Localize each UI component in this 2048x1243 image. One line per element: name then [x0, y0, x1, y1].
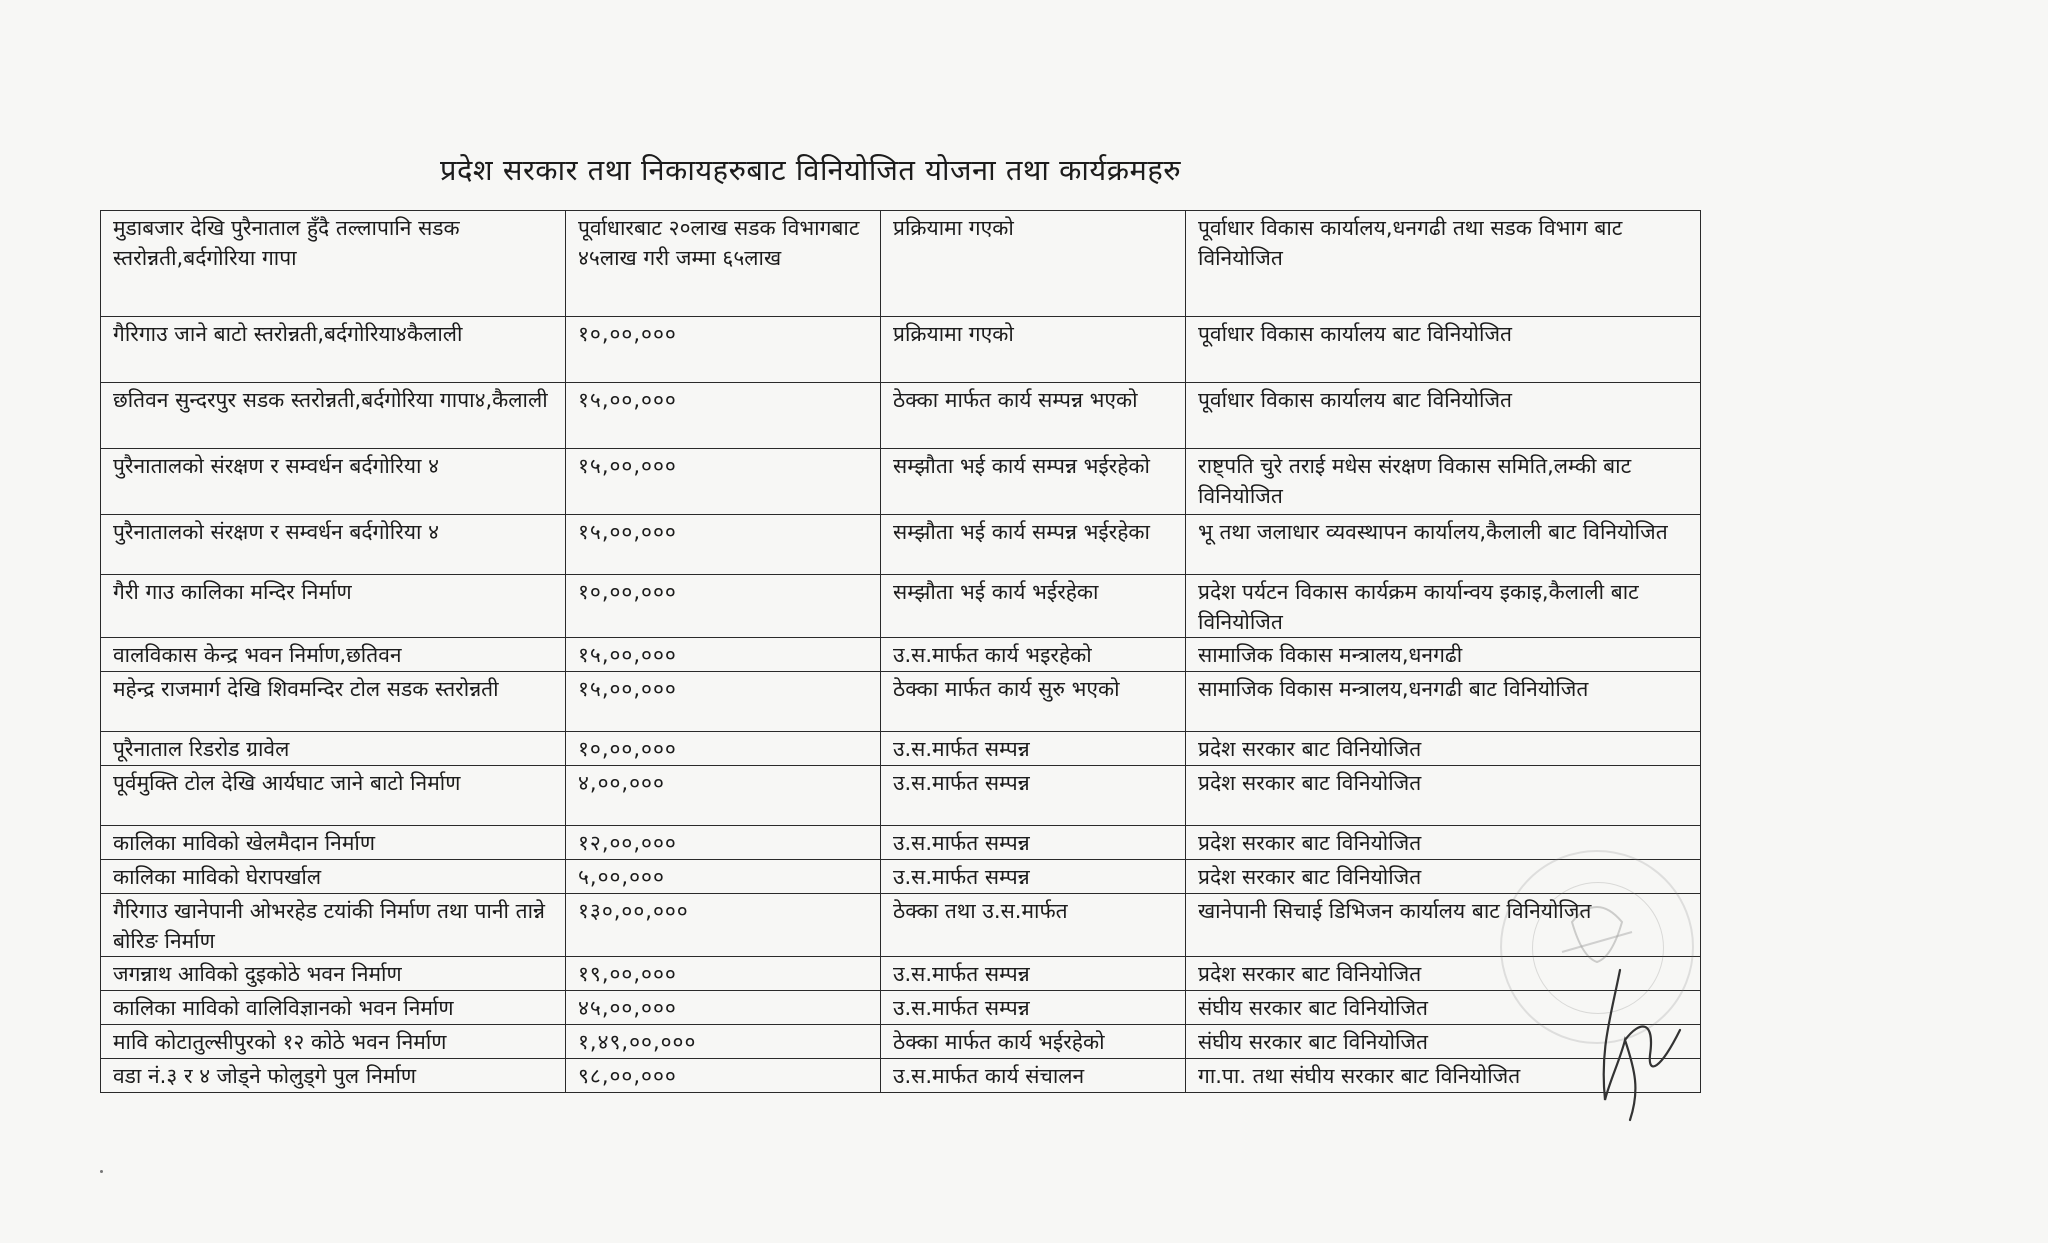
funding-source-cell: प्रदेश सरकार बाट विनियोजित [1186, 732, 1701, 766]
table-row [101, 515, 1701, 575]
amount-cell: १,४९,००,००० [566, 1025, 881, 1059]
funding-source-cell: प्रदेश सरकार बाट विनियोजित [1186, 766, 1701, 826]
project-name-cell: गैरिगाउ खानेपानी ओभरहेड टयांकी निर्माण तथा पानी तान्ने बोरिङ निर्माण [101, 894, 566, 957]
funding-source-cell: पूर्वाधार विकास कार्यालय,धनगढी तथा सडक विभाग बाट विनियोजित [1186, 211, 1701, 317]
amount-cell: पूर्वाधारबाट २०लाख सडक विभागबाट ४५लाख गरी जम्मा ६५लाख [566, 211, 881, 317]
project-name-cell: महेन्द्र राजमार्ग देखि शिवमन्दिर टोल सडक स्तरोन्नती [101, 672, 566, 732]
table-row [101, 317, 1701, 383]
funding-source-cell: संघीय सरकार बाट विनियोजित [1186, 991, 1701, 1025]
amount-cell: १०,००,००० [566, 575, 881, 638]
project-name-cell: गैरी गाउ कालिका मन्दिर निर्माण [101, 575, 566, 638]
funding-source-cell: प्रदेश सरकार बाट विनियोजित [1186, 826, 1701, 860]
table-row [101, 860, 1701, 894]
funding-source-cell: पूर्वाधार विकास कार्यालय बाट विनियोजित [1186, 383, 1701, 449]
table-row [101, 1025, 1701, 1059]
project-name-cell: मावि कोटातुल्सीपुरको १२ कोठे भवन निर्माण [101, 1025, 566, 1059]
project-name-cell: कालिका माविको वालिविज्ञानको भवन निर्माण [101, 991, 566, 1025]
signature-icon [1580, 960, 1690, 1130]
funding-source-cell: राष्ट्पति चुरे तराई मधेस संरक्षण विकास समिति,लम्की बाट विनियोजित [1186, 449, 1701, 515]
status-cell: उ.स.मार्फत सम्पन्न [881, 732, 1186, 766]
status-cell: उ.स.मार्फत सम्पन्न [881, 991, 1186, 1025]
amount-cell: १५,००,००० [566, 515, 881, 575]
amount-cell: ४५,००,००० [566, 991, 881, 1025]
project-name-cell: छतिवन सुन्दरपुर सडक स्तरोन्नती,बर्दगोरिया गापा४,कैलाली [101, 383, 566, 449]
project-name-cell: वडा नं.३ र ४ जोड्ने फोलुड्गे पुल निर्माण [101, 1059, 566, 1093]
table-row [101, 638, 1701, 672]
project-name-cell: पुरैनातालको संरक्षण र सम्वर्धन बर्दगोरिया ४ [101, 515, 566, 575]
status-cell: सम्झौता भई कार्य सम्पन्न भईरहेको [881, 449, 1186, 515]
project-name-cell: कालिका माविको खेलमैदान निर्माण [101, 826, 566, 860]
table-row [101, 894, 1701, 957]
table-row [101, 1059, 1701, 1093]
funding-source-cell: सामाजिक विकास मन्त्रालय,धनगढी बाट विनियोजित [1186, 672, 1701, 732]
table-row [101, 575, 1701, 638]
amount-cell: १२,००,००० [566, 826, 881, 860]
amount-cell: १५,००,००० [566, 672, 881, 732]
amount-cell: १५,००,००० [566, 383, 881, 449]
project-name-cell: जगन्नाथ आविको दुइकोठे भवन निर्माण [101, 957, 566, 991]
funding-source-cell: प्रदेश सरकार बाट विनियोजित [1186, 860, 1701, 894]
project-name-cell: पूरैनाताल रिडरोड ग्रावेल [101, 732, 566, 766]
funding-source-cell: प्रदेश सरकार बाट विनियोजित [1186, 957, 1701, 991]
status-cell: उ.स.मार्फत कार्य संचालन [881, 1059, 1186, 1093]
amount-cell: ४,००,००० [566, 766, 881, 826]
funding-source-cell: खानेपानी सिचाई डिभिजन कार्यालय बाट विनियोजित [1186, 894, 1701, 957]
funding-source-cell: सामाजिक विकास मन्त्रालय,धनगढी [1186, 638, 1701, 672]
table-row [101, 766, 1701, 826]
funding-source-cell: भू तथा जलाधार व्यवस्थापन कार्यालय,कैलाली बाट विनियोजित [1186, 515, 1701, 575]
project-name-cell: मुडाबजार देखि पुरैनाताल हुँदै तल्लापानि सडक स्तरोन्नती,बर्दगोरिया गापा [101, 211, 566, 317]
status-cell: उ.स.मार्फत सम्पन्न [881, 766, 1186, 826]
scan-dot [100, 1170, 103, 1173]
status-cell: ठेक्का मार्फत कार्य भईरहेको [881, 1025, 1186, 1059]
project-name-cell: कालिका माविको घेरापर्खाल [101, 860, 566, 894]
amount-cell: १०,००,००० [566, 732, 881, 766]
table-row [101, 211, 1701, 317]
table-row [101, 383, 1701, 449]
status-cell: उ.स.मार्फत सम्पन्न [881, 826, 1186, 860]
funding-source-cell: प्रदेश पर्यटन विकास कार्यक्रम कार्यान्वय इकाइ,कैलाली बाट विनियोजित [1186, 575, 1701, 638]
plans-table-body [101, 211, 1701, 1093]
plans-table [100, 210, 1701, 1093]
table-row [101, 826, 1701, 860]
table-row [101, 672, 1701, 732]
amount-cell: १३०,००,००० [566, 894, 881, 957]
table-row [101, 957, 1701, 991]
project-name-cell: पुरैनातालको संरक्षण र सम्वर्धन बर्दगोरिया ४ [101, 449, 566, 515]
project-name-cell: पूर्वमुक्ति टोल देखि आर्यघाट जाने बाटो निर्माण [101, 766, 566, 826]
table-row [101, 449, 1701, 515]
funding-source-cell: संघीय सरकार बाट विनियोजित [1186, 1025, 1701, 1059]
amount-cell: १५,००,००० [566, 638, 881, 672]
table-row [101, 732, 1701, 766]
status-cell: ठेक्का मार्फत कार्य सम्पन्न भएको [881, 383, 1186, 449]
status-cell: उ.स.मार्फत कार्य भइरहेको [881, 638, 1186, 672]
funding-source-cell: गा.पा. तथा संघीय सरकार बाट विनियोजित [1186, 1059, 1701, 1093]
status-cell: उ.स.मार्फत सम्पन्न [881, 957, 1186, 991]
status-cell: ठेक्का तथा उ.स.मार्फत [881, 894, 1186, 957]
status-cell: प्रक्रियामा गएको [881, 317, 1186, 383]
status-cell: सम्झौता भई कार्य भईरहेका [881, 575, 1186, 638]
project-name-cell: वालविकास केन्द्र भवन निर्माण,छतिवन [101, 638, 566, 672]
amount-cell: १०,००,००० [566, 317, 881, 383]
status-cell: सम्झौता भई कार्य सम्पन्न भईरहेका [881, 515, 1186, 575]
amount-cell: ९८,००,००० [566, 1059, 881, 1093]
table-row [101, 991, 1701, 1025]
status-cell: प्रक्रियामा गएको [881, 211, 1186, 317]
project-name-cell: गैरिगाउ जाने बाटो स्तरोन्नती,बर्दगोरिया४कैलाली [101, 317, 566, 383]
amount-cell: १९,००,००० [566, 957, 881, 991]
amount-cell: ५,००,००० [566, 860, 881, 894]
status-cell: उ.स.मार्फत सम्पन्न [881, 860, 1186, 894]
status-cell: ठेक्का मार्फत कार्य सुरु भएको [881, 672, 1186, 732]
amount-cell: १५,००,००० [566, 449, 881, 515]
funding-source-cell: पूर्वाधार विकास कार्यालय बाट विनियोजित [1186, 317, 1701, 383]
page-title: प्रदेश सरकार तथा निकायहरुबाट विनियोजित योजना तथा कार्यक्रमहरु [440, 153, 1182, 187]
